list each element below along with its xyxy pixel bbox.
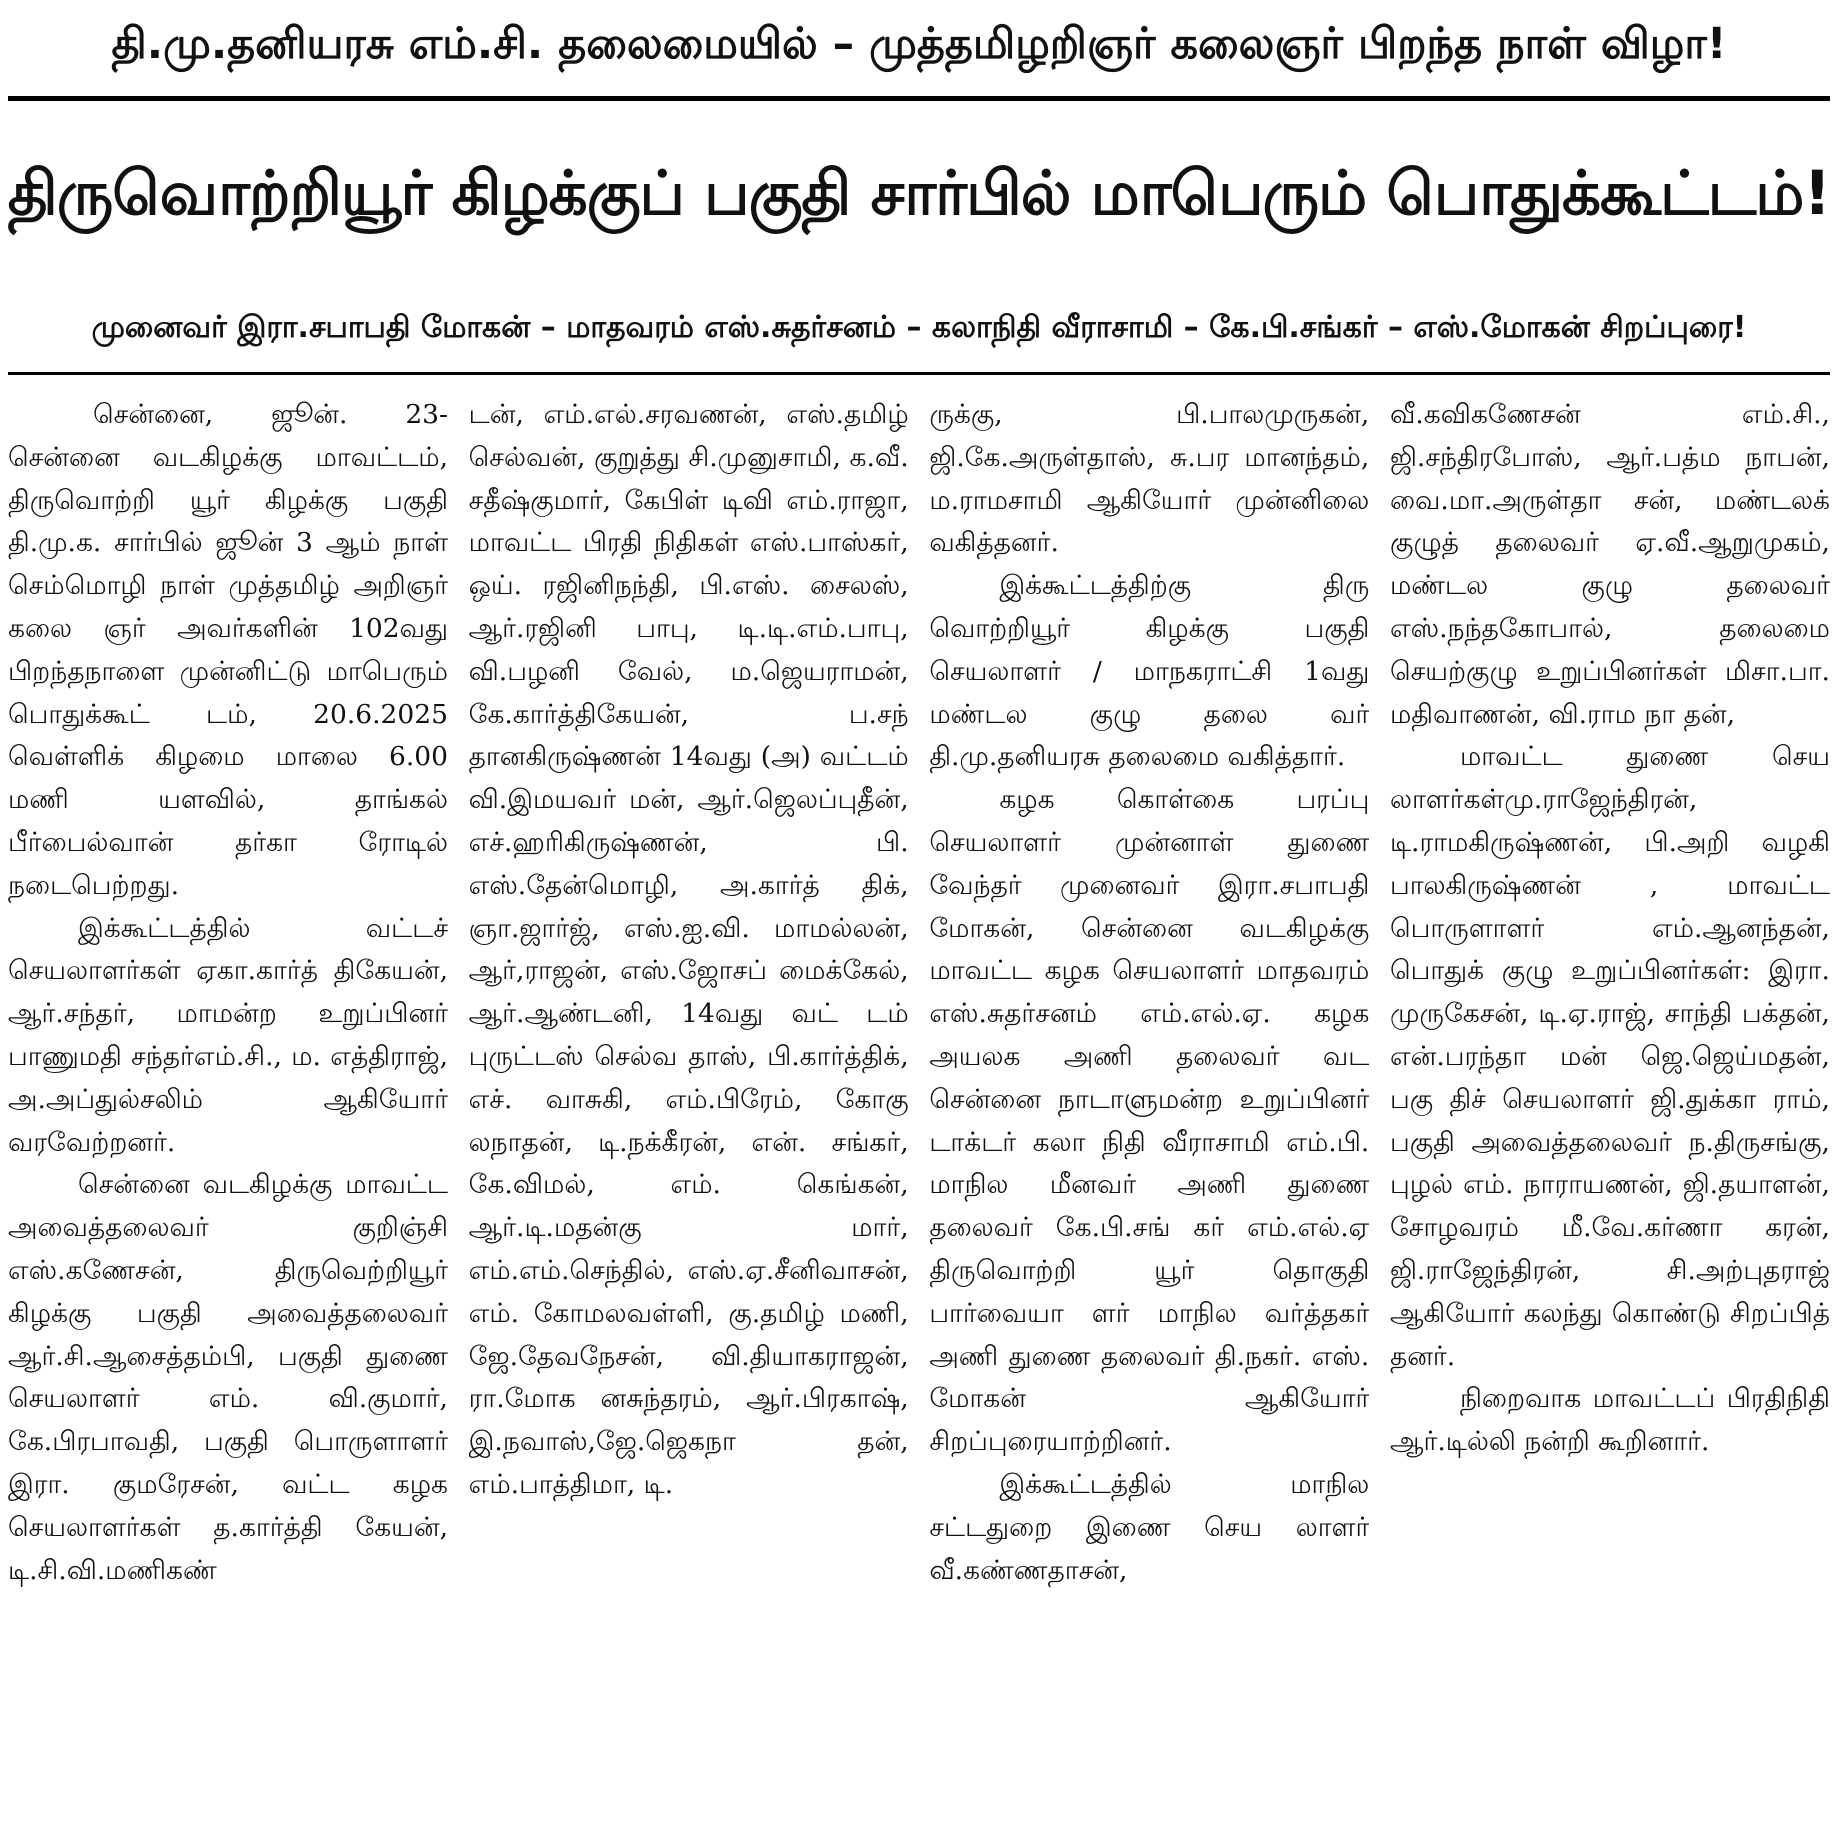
- paragraph: ருக்கு, பி.பாலமுருகன், ஜி.கே.அருள்தாஸ், சு.பர மானந்தம், ம.ராமசாமி ஆகியோர் முன்னிலை வகித்தனர்.: [929, 399, 1370, 559]
- subheadline: முனைவர் இரா.சபாபதி மோகன் – மாதவரம் எஸ்.சுதர்சனம் – கலாநிதி வீராசாமி – கே.பி.சங்கர் – எஸ்.மோகன் சிறப்புரை!: [91, 309, 1747, 345]
- headline: திருவொற்றியூர் கிழக்குப் பகுதி சார்பில் மாபெரும் பொதுக்கூட்டம்!: [7, 157, 1831, 229]
- paragraph: நிறைவாக மாவட்டப் பிரதிநிதி ஆர்.டில்லி நன்றி கூறினார்.: [1389, 1383, 1830, 1458]
- column-1: [8, 394, 448, 1822]
- article-body: [8, 394, 1830, 1822]
- top-rule: [8, 96, 1830, 101]
- paragraph: இக்கூட்டத்தில் வட்டச் செயலாளர்கள் ஏகா.கார்த் திகேயன், ஆர்.சந்தர், மாமன்ற உறுப்பினர் பாணுமதி சந்தர்எம்.சி., ம. எத்திராஜ், அ.அப்துல்சலிம் ஆகியோர் வரவேற்றனர்.: [8, 912, 448, 1158]
- subhead-rule: [8, 372, 1830, 375]
- paragraph: இக்கூட்டத்தில் மாநில சட்டதுறை இணை செய லாளர் வீ.கண்ணதாசன்,: [929, 1468, 1370, 1586]
- column-3: [929, 394, 1369, 1822]
- paragraph: சென்னை, ஜூன். 23- சென்னை வடகிழக்கு மாவட்டம், திருவொற்றி யூர் கிழக்கு பகுதி தி.மு.க. சார்பில் ஜூன் 3 ஆம் நாள் செம்மொழி நாள் முத்தமிழ் அறிஞர் கலை ஞர் அவர்களின் 102வது பிறந்தநாளை முன்னிட்டு மாபெரும் பொதுக்கூட் டம், 20.6.2025 வெள்ளிக் கிழமை மாலை 6.00 மணி யளவில், தாங்கல் பீர்பைல்வான் தர்கா ரோடில் நடைபெற்றது.: [8, 399, 448, 901]
- paragraph: வீ.கவிகணேசன் எம்.சி., ஜி.சந்திரபோஸ், ஆர்.பத்ம நாபன், வை.மா.அருள்தா சன், மண்டலக் குழுத் தலைவர் ஏ.வீ.ஆறுமுகம், மண்டல குழு தலைவர் எஸ்.நந்தகோபால், தலைமை செயற்குழு உறுப்பினர்கள் மிசா.பா. மதிவாணன், வி.ராம நா தன்,: [1389, 399, 1830, 730]
- column-2: [469, 394, 909, 1822]
- paragraph: இக்கூட்டத்திற்கு திரு வொற்றியூர் கிழக்கு பகுதி செயலாளர் / மாநகராட்சி 1வது மண்டல குழு தலை வர் தி.மு.தனியரசு தலைமை வகித்தார்.: [929, 570, 1370, 773]
- column-4: [1390, 394, 1830, 1822]
- paragraph: சென்னை வடகிழக்கு மாவட்ட அவைத்தலைவர் குறிஞ்சி எஸ்.கணேசன், திருவெற்றியூர் கிழக்கு பகுதி அவைத்தலைவர் ஆர்.சி.ஆசைத்தம்பி, பகுதி துணை செயலாளர் எம். வி.குமார், கே.பிரபாவதி, பகுதி பொருளாளர் இரா. குமரேசன், வட்ட கழக செயலாளர்கள் த.கார்த்தி கேயன், டி.சி.வி.மணிகண்: [8, 1169, 448, 1586]
- paragraph: கழக கொள்கை பரப்பு செயலாளர் முன்னாள் துணை வேந்தர் முனைவர் இரா.சபாபதி மோகன், சென்னை வடகிழக்கு மாவட்ட கழக செயலாளர் மாதவரம் எஸ்.சுதர்சனம் எம்.எல்.ஏ. கழக அயலக அணி தலைவர் வட சென்னை நாடாளுமன்ற உறுப்பினர் டாக்டர் கலா நிதி வீராசாமி எம்.பி. மாநில மீனவர் அணி துணை தலைவர் கே.பி.சங் கர் எம்.எல்.ஏ திருவொற்றி யூர் தொகுதி பார்வையா ளர் மாநில வர்த்தகர் அணி துணை தலைவர் தி.நகர். எஸ். மோகன் ஆகியோர் சிறப்புரையாற்றினர்.: [929, 784, 1370, 1458]
- paragraph: மாவட்ட துணை செய லாளர்கள்மு.ராஜேந்திரன், டி.ராமகிருஷ்ணன், பி.அறி வழகி பாலகிருஷ்ணன் , மாவட்ட பொருளாளர் எம்.ஆனந்தன், பொதுக் குழு உறுப்பினர்கள்: இரா. முருகேசன், டி.ஏ.ராஜ், சாந்தி பக்தன், என்.பரந்தா மன் ஜெ.ஜெய்மதன், பகு திச் செயலாளர் ஜி.துக்கா ராம், பகுதி அவைத்தலைவர் ந.திருசங்கு, புழல் எம். நாராயணன், ஜி.தயாளன், சோழவரம் மீ.வே.கர்ணா கரன், ஜி.ராஜேந்திரன், சி.அற்புதராஜ் ஆகியோர் கலந்து கொண்டு சிறப்பித் தனர்.: [1389, 741, 1830, 1372]
- paragraph: டன், எம்.எல்.சரவணன், எஸ்.தமிழ் செல்வன், குறுத்து சி.முனுசாமி, க.வீ. சதீஷ்குமார், கேபிள் டிவி எம்.ராஜா, மாவட்ட பிரதி நிதிகள் எஸ்.பாஸ்கர், ஒய். ரஜினிநந்தி, பி.எஸ். சைலஸ், ஆர்.ரஜினி பாபு, டி.டி.எம்.பாபு, வி.பழனி வேல், ம.ஜெயராமன், கே.கார்த்திகேயன், ப.சந் தானகிருஷ்ணன் 14வது (அ) வட்டம் வி.இமயவர் மன், ஆர்.ஜெலப்புதீன், எச்.ஹரிகிருஷ்ணன், பி. எஸ்.தேன்மொழி, அ.கார்த் திக், ஞா.ஜார்ஜ், எஸ்.ஐ.வி. மாமல்லன், ஆர்,ராஜன், எஸ்.ஜோசப் மைக்கேல், ஆர்.ஆண்டனி, 14வது வட் டம் புருட்டஸ் செல்வ தாஸ், பி.கார்த்திக், எச். வாசுகி, எம்.பிரேம், கோகு லநாதன், டி.நக்கீரன், என். சங்கர், கே.விமல், எம். கெங்கன், ஆர்.டி.மதன்கு மார், எம்.எம்.செந்தில், எஸ்.ஏ.சீனிவாசன், எம். கோமலவள்ளி, கு.தமிழ் மணி, ஜே.தேவநேசன், வி.தியாகராஜன், ரா.மோக னசுந்தரம், ஆர்.பிரகாஷ், இ.நவாஸ்,ஜே.ஜெகநா தன், எம்.பாத்திமா, டி.: [468, 399, 909, 1500]
- kicker-line: தி.மு.தனியரசு எம்.சி. தலைமையில் – முத்தமிழறிஞர் கலைஞர் பிறந்த நாள் விழா!: [111, 18, 1727, 69]
